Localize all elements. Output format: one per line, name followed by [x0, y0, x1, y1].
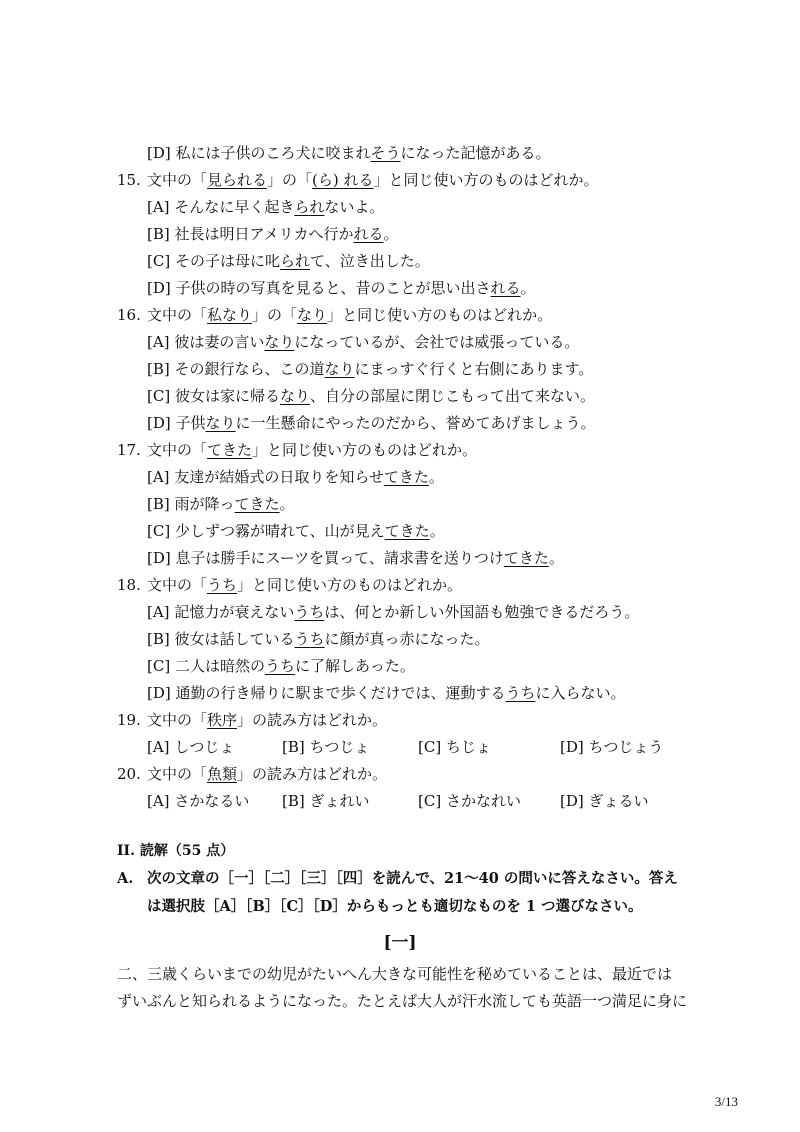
option-text-pre: 私には子供のころ犬に咬まれ — [175, 144, 371, 162]
q15-option-c — [147, 250, 430, 272]
option-text-post: 。 — [428, 468, 444, 486]
option-underlined: うち — [294, 603, 325, 621]
q19-option-a — [147, 736, 234, 758]
question-underlined-1: 見られる — [207, 171, 268, 189]
q18-option-a — [147, 601, 639, 623]
q15-option-a — [147, 196, 384, 218]
option-label: [C] — [418, 792, 442, 810]
option-label: [D] — [560, 792, 584, 810]
q15-option-d — [147, 277, 536, 299]
instruction-line-2: は選択肢［A］［B］［C］［D］からもっとも適切なものを 1 つ選びなさい。 — [147, 898, 643, 915]
option-text-pre: 息子は勝手にスーツを買って、請求書を送りつけ — [175, 549, 504, 567]
q20-option-c — [418, 790, 521, 812]
q17-option-a — [147, 466, 444, 488]
question-text-post: 」と同じ使い方のものはどれか。 — [237, 576, 463, 594]
option-text-post: に一生懸命にやったのだから、誉めてあげましょう。 — [235, 414, 596, 432]
option-label: [D] — [147, 414, 171, 432]
question-text-post: 」の読み方はどれか。 — [237, 711, 388, 729]
question-text-pre: 文中の「 — [147, 171, 208, 189]
question-18 — [117, 574, 462, 596]
passage-title: [一] — [383, 933, 417, 953]
q14-option-d — [147, 142, 551, 164]
option-text-pre: 少しずつ霧が晴れて、山が見え — [174, 522, 385, 540]
option-text-post: 。 — [383, 225, 399, 243]
option-text-post: 。 — [429, 522, 445, 540]
q20-option-a — [147, 790, 249, 812]
option-label: [C] — [147, 657, 171, 675]
option-label: [A] — [147, 333, 170, 351]
q16-option-b — [147, 358, 593, 380]
option-underlined: られ — [279, 252, 310, 270]
q19-option-b — [282, 736, 369, 758]
option-text: さかなるい — [174, 792, 250, 810]
option-underlined: てきた — [234, 495, 280, 513]
option-label: [D] — [147, 684, 171, 702]
option-underlined: なり — [279, 387, 310, 405]
option-label: [A] — [147, 468, 170, 486]
option-label: [B] — [282, 792, 305, 810]
option-text-post: 、自分の部屋に閉じこもって出て来ない。 — [310, 387, 596, 405]
option-text-pre: その銀行なら、この道 — [174, 360, 325, 378]
option-text: しつじょ — [174, 738, 235, 756]
option-underlined: てきた — [384, 522, 430, 540]
option-label: [D] — [147, 144, 171, 162]
option-text-pre: 二人は暗然の — [174, 657, 265, 675]
option-text: さかなれい — [445, 792, 521, 810]
option-underlined: なり — [205, 414, 236, 432]
question-text-pre: 文中の「 — [147, 765, 208, 783]
q17-option-d — [147, 547, 564, 569]
passage-line-2: ずいぶんと知られるようになった。たとえば大人が汗水流しても英語一つ満足に身に — [117, 992, 688, 1010]
option-label: [D] — [147, 279, 171, 297]
option-underlined: れる — [353, 225, 384, 243]
question-text-post: 」の読み方はどれか。 — [237, 765, 388, 783]
option-text-post: になった記憶がある。 — [400, 144, 551, 162]
question-number: 20. — [117, 765, 141, 783]
option-text: ぎょれい — [309, 792, 370, 810]
question-text-pre: 文中の「 — [147, 306, 208, 324]
q17-option-c — [147, 520, 445, 542]
option-label: [C] — [147, 252, 171, 270]
option-underlined: てきた — [383, 468, 429, 486]
option-text-post: に了解しあった。 — [295, 657, 415, 675]
option-text-pre: 友達が結婚式の日取りを知らせ — [174, 468, 384, 486]
option-text-post: に入らない。 — [535, 684, 626, 702]
option-underlined: なり — [324, 360, 355, 378]
option-text-pre: 通勤の行き帰りに駅まで歩くだけでは、運動する — [175, 684, 506, 702]
section-heading: II. 読解（55 点） — [117, 843, 235, 859]
option-text-post: 。 — [548, 549, 564, 567]
q18-option-d — [147, 682, 626, 704]
option-underlined: れる — [490, 279, 521, 297]
option-label: [D] — [147, 549, 171, 567]
question-text-pre: 文中の「 — [147, 576, 208, 594]
q16-option-d — [147, 412, 596, 434]
option-text-post: は、何とか新しい外国語も勉強できるだろう。 — [324, 603, 640, 621]
option-text-post: に顔が真っ赤になった。 — [324, 630, 490, 648]
question-number: 19. — [117, 711, 141, 729]
question-underlined-1: てきた — [207, 441, 253, 459]
option-text-pre: 社長は明日アメリカへ行か — [174, 225, 354, 243]
option-label: [A] — [147, 792, 170, 810]
question-number: 17. — [117, 441, 141, 459]
option-text-post: ないよ。 — [324, 198, 385, 216]
instruction-text: 次の文章の［一］［二］［三］［四］を読んで、21～40 の問いに答えなさい。答え — [147, 870, 678, 887]
question-text-post: 」と同じ使い方のものはどれか。 — [252, 441, 478, 459]
option-text-pre: その子は母に叱 — [174, 252, 280, 270]
question-underlined-1: 魚類 — [207, 765, 238, 783]
option-text: ちつじょう — [588, 738, 664, 756]
question-underlined-2: (ら) れる — [312, 171, 374, 189]
q18-option-b — [147, 628, 490, 650]
option-text-pre: 子供 — [175, 414, 206, 432]
option-text: ちじょ — [445, 738, 491, 756]
instruction-line-1 — [117, 868, 678, 890]
option-text-pre: 彼は妻の言い — [174, 333, 265, 351]
option-label: [B] — [282, 738, 305, 756]
option-text-post: にまっすぐ行くと右側にあります。 — [354, 360, 594, 378]
option-text-post: 。 — [279, 495, 295, 513]
page-number: 3/13 — [714, 1094, 738, 1109]
option-text-post: て、泣き出した。 — [310, 252, 430, 270]
question-underlined-1: うち — [207, 576, 238, 594]
option-text-post: 。 — [520, 279, 536, 297]
q19-option-d — [560, 736, 663, 758]
question-text-pre: 文中の「 — [147, 711, 208, 729]
question-20 — [117, 763, 387, 785]
question-number: 16. — [117, 306, 141, 324]
option-text-post: になっているが、会社では威張っている。 — [294, 333, 580, 351]
question-17 — [117, 439, 477, 461]
option-label: [B] — [147, 360, 170, 378]
option-text-pre: 彼女は家に帰る — [174, 387, 280, 405]
option-label: [C] — [147, 522, 171, 540]
option-label: [A] — [147, 198, 170, 216]
instruction-label: A. — [117, 870, 134, 887]
option-label: [C] — [147, 387, 171, 405]
q18-option-c — [147, 655, 415, 677]
option-text-pre: 記憶力が衰えない — [174, 603, 295, 621]
question-number: 15. — [117, 171, 141, 189]
option-label: [B] — [147, 630, 170, 648]
option-label: [B] — [147, 225, 170, 243]
question-text-post: 」と同じ使い方のものはどれか。 — [327, 306, 553, 324]
question-16 — [117, 304, 552, 326]
option-label: [D] — [560, 738, 584, 756]
question-underlined-1: 私なり — [207, 306, 253, 324]
option-underlined: られ — [294, 198, 325, 216]
option-label: [A] — [147, 738, 170, 756]
question-text-mid: 」の「 — [267, 171, 313, 189]
option-text: ぎょるい — [588, 792, 649, 810]
option-underlined: うち — [264, 657, 295, 675]
option-text-pre: 彼女は話している — [174, 630, 295, 648]
option-underlined: そう — [370, 144, 401, 162]
option-label: [C] — [418, 738, 442, 756]
option-text: ちつじょ — [309, 738, 370, 756]
option-underlined: うち — [294, 630, 325, 648]
option-underlined: うち — [505, 684, 536, 702]
q19-option-c — [418, 736, 491, 758]
question-underlined-1: 秩序 — [207, 711, 238, 729]
q15-option-b — [147, 223, 399, 245]
question-text-mid: 」の「 — [252, 306, 298, 324]
option-underlined: なり — [264, 333, 295, 351]
option-text-pre: 雨が降っ — [174, 495, 235, 513]
question-text-pre: 文中の「 — [147, 441, 208, 459]
question-number: 18. — [117, 576, 141, 594]
option-label: [A] — [147, 603, 170, 621]
question-15 — [117, 169, 599, 191]
question-text-post: 」と同じ使い方のものはどれか。 — [373, 171, 599, 189]
option-text-pre: 子供の時の写真を見ると、昔のことが思い出さ — [175, 279, 491, 297]
q16-option-c — [147, 385, 595, 407]
q16-option-a — [147, 331, 579, 353]
option-underlined: てきた — [503, 549, 549, 567]
question-underlined-2: なり — [297, 306, 328, 324]
passage-line-1: 二、三歳くらいまでの幼児がたいへん大きな可能性を秘めていることは、最近では — [117, 965, 673, 983]
q20-option-b — [282, 790, 370, 812]
q17-option-b — [147, 493, 295, 515]
question-19 — [117, 709, 387, 731]
option-text-pre: そんなに早く起き — [174, 198, 295, 216]
option-label: [B] — [147, 495, 170, 513]
q20-option-d — [560, 790, 649, 812]
